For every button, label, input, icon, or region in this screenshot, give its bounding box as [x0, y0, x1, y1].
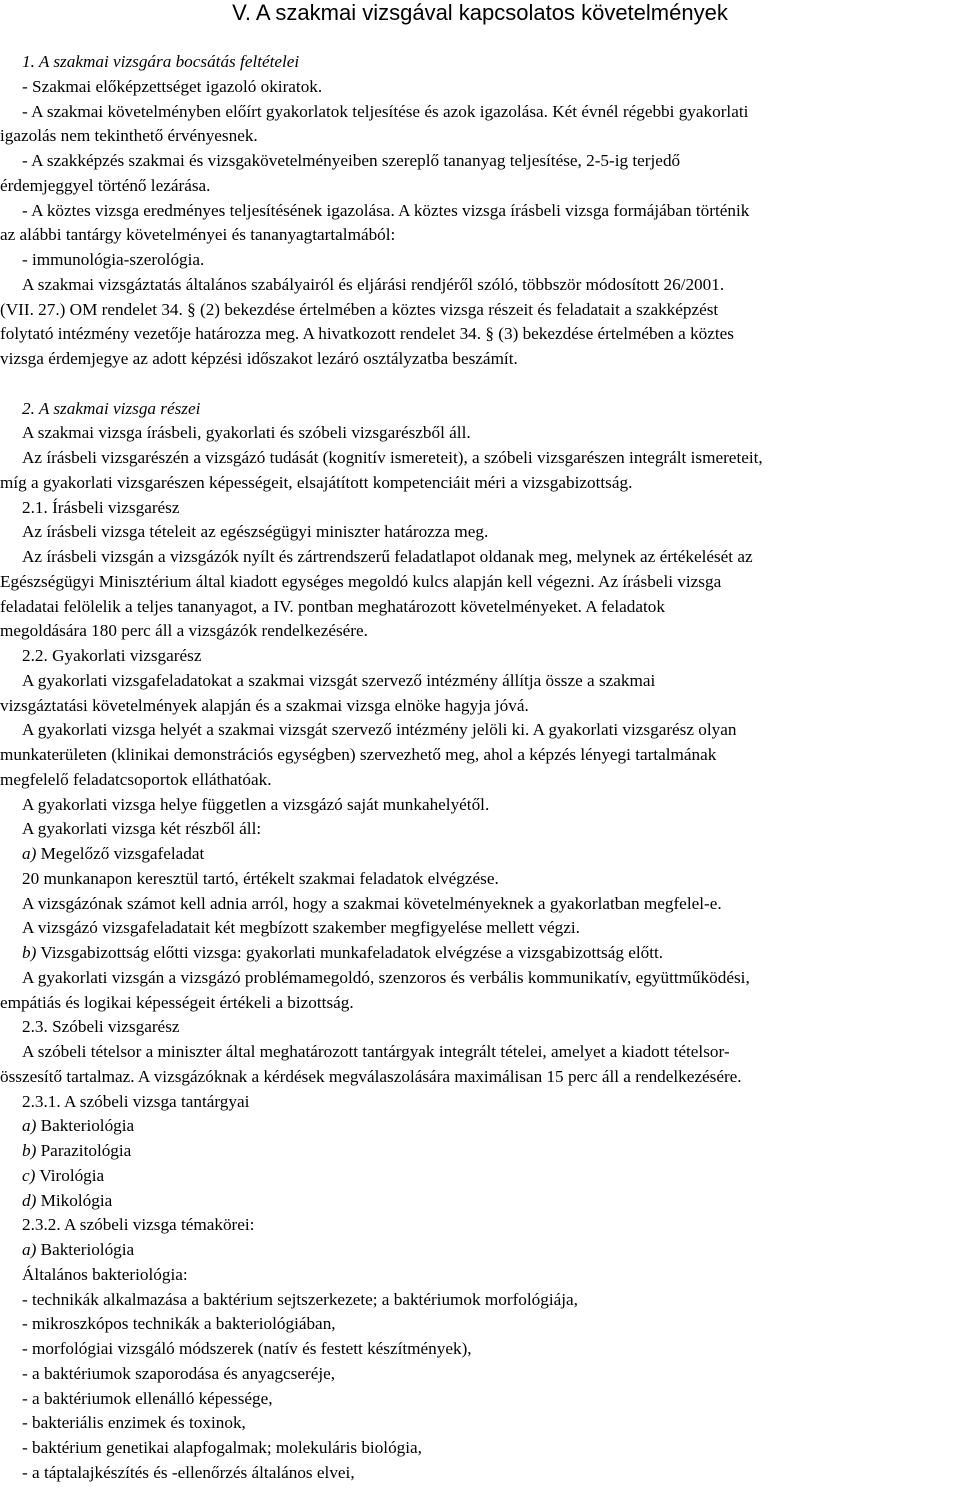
text-line [22, 1362, 335, 1386]
text-line [0, 174, 210, 198]
line-text: Általános bakteriológia: [22, 1265, 188, 1284]
line-text: 2.1. Írásbeli vizsgarész [22, 498, 180, 517]
text-line [22, 75, 322, 99]
line-text: - technikák alkalmazása a baktérium sejtszerkezete; a baktériumok morfológiája, [22, 1290, 578, 1309]
text-line [0, 223, 395, 247]
line-text: - a baktériumok ellenálló képessége, [22, 1389, 273, 1408]
text-line [22, 248, 204, 272]
text-line [22, 1263, 188, 1287]
italic-text: 1. A szakmai vizsgára bocsátás feltételei [22, 52, 300, 71]
text-line [0, 347, 518, 371]
line-text: Vizsgabizottság előtti vizsga: gyakorlati munkafeladatok elvégzése a vizsgabizottság előtt. [36, 943, 664, 962]
line-text: míg a gyakorlati vizsgarészen képességeit, elsajátított kompetenciáit méri a vizsgabizottság. [0, 473, 633, 492]
line-text: - bakteriális enzimek és toxinok, [22, 1413, 246, 1432]
text-line [22, 644, 201, 668]
text-line [0, 124, 258, 148]
text-line [22, 1337, 472, 1361]
line-text: feladatai felölelik a teljes tananyagot, a IV. pontban meghatározott követelményeket. A feladatok [0, 597, 665, 616]
line-text: Megelőző vizsgafeladat [36, 844, 205, 863]
text-line [22, 1040, 730, 1064]
italic-text: b) [22, 1141, 37, 1160]
text-line [22, 1139, 131, 1163]
text-line [22, 1114, 134, 1138]
text-line [22, 446, 763, 470]
italic-text: d) [22, 1191, 37, 1210]
line-text: - a táptalajkészítés és -ellenőrzés általános elvei, [22, 1463, 355, 1482]
line-text: az alábbi tantárgy követelményei és tananyagtartalmából: [0, 225, 396, 244]
line-text: vizsgáztatási követelmények alapján és a szakmai vizsga elnöke hagyja jóvá. [0, 696, 529, 715]
line-text: A gyakorlati vizsgán a vizsgázó problémamegoldó, szenzoros és verbális kommunikatív, együttműködési, [22, 968, 750, 987]
line-text: A vizsgázónak számot kell adnia arról, hogy a szakmai követelményeknek a gyakorlatban megfelel-e. [22, 894, 722, 913]
text-line [22, 941, 663, 965]
line-text: A gyakorlati vizsga helyét a szakmai vizsgát szervező intézmény jelöli ki. A gyakorlati vizsgarész olyan [22, 720, 737, 739]
text-line [22, 793, 489, 817]
line-text: Az írásbeli vizsgán a vizsgázók nyílt és zártrendszerű feladatlapot oldanak meg, melynek az értékelését az [22, 547, 753, 566]
line-text: megoldására 180 perc áll a vizsgázók rendelkezésére. [0, 621, 368, 640]
line-text: Az írásbeli vizsgarészén a vizsgázó tudását (kognitív ismereteit), a szóbeli vizsgarészen integrált ismereteit, [22, 448, 763, 467]
text-line [22, 892, 722, 916]
text-line [0, 595, 665, 619]
line-text: Bakteriológia [36, 1240, 135, 1259]
text-line [22, 273, 724, 297]
line-text: - A szakképzés szakmai és vizsgakövetelményeiben szereplő tananyag teljesítése, 2-5-ig terjedő [22, 151, 681, 170]
line-text: empátiás és logikai képességeit értékeli a bizottság. [0, 993, 354, 1012]
text-line [22, 397, 200, 421]
italic-text: a) [22, 844, 37, 863]
text-line [22, 817, 261, 841]
text-line [22, 1312, 336, 1336]
line-text: A gyakorlati vizsga helye független a vizsgázó saját munkahelyétől. [22, 795, 490, 814]
text-line [22, 100, 748, 124]
line-text: 20 munkanapon keresztül tartó, értékelt szakmai feladatok elvégzése. [22, 869, 499, 888]
text-line [22, 421, 471, 445]
text-line [22, 842, 204, 866]
text-line [22, 1436, 422, 1460]
text-line [0, 768, 272, 792]
text-line [0, 471, 632, 495]
text-line [22, 149, 680, 173]
line-text: érdemjeggyel történő lezárása. [0, 176, 211, 195]
text-line [22, 669, 655, 693]
line-text: Bakteriológia [36, 1116, 135, 1135]
line-text: A szakmai vizsgáztatás általános szabályairól és eljárási rendjéről szóló, többször módosított 26/2001. [22, 275, 725, 294]
line-text: - morfológiai vizsgáló módszerek (natív és festett készítmények), [22, 1339, 472, 1358]
line-text: - immunológia-szerológia. [22, 250, 205, 269]
line-text: igazolás nem tekinthető érvényesnek. [0, 126, 258, 145]
section-title: V. A szakmai vizsgával kapcsolatos követelmények [232, 0, 728, 25]
line-text: munkaterületen (klinikai demonstrációs egységben) szervezhető meg, ahol a képzés lényegi tartalmának [0, 745, 717, 764]
text-line [0, 619, 368, 643]
line-text: (VII. 27.) OM rendelet 34. § (2) bekezdése értelmében a köztes vizsga részeit és feladatait a szakképzést [0, 300, 719, 319]
line-text: - mikroszkópos technikák a bakteriológiában, [22, 1314, 336, 1333]
line-text: Az írásbeli vizsga tételeit az egészségügyi miniszter határozza meg. [22, 522, 489, 541]
italic-text: c) [22, 1166, 36, 1185]
line-text: 2.2. Gyakorlati vizsgarész [22, 646, 202, 665]
text-line [22, 1213, 254, 1237]
line-text: - a baktériumok szaporodása és anyagcseréje, [22, 1364, 336, 1383]
text-line [0, 298, 718, 322]
line-text: - baktérium genetikai alapfogalmak; molekuláris biológia, [22, 1438, 422, 1457]
line-text: A gyakorlati vizsga két részből áll: [22, 819, 262, 838]
text-line [22, 496, 180, 520]
text-line [0, 1065, 742, 1089]
text-line [0, 322, 734, 346]
text-line [0, 991, 354, 1015]
italic-text: b) [22, 943, 37, 962]
text-line [22, 545, 753, 569]
line-text: vizsga érdemjegye az adott képzési időszakot lezáró osztályzatba beszámít. [0, 349, 518, 368]
line-text: 2.3.2. A szóbeli vizsga témakörei: [22, 1215, 255, 1234]
line-text: összesítő tartalmaz. A vizsgázóknak a kérdések megválaszolására maximálisan 15 perc áll a rendelkezésére. [0, 1067, 742, 1086]
text-line [22, 1238, 134, 1262]
line-text: - A szakmai követelményben előírt gyakorlatok teljesítése és azok igazolása. Két évnél régebbi gyakorlati [22, 102, 749, 121]
line-text: A vizsgázó vizsgafeladatait két megbízott szakember megfigyelése mellett végzi. [22, 918, 580, 937]
italic-text: a) [22, 1116, 37, 1135]
text-line [22, 1015, 180, 1039]
text-line [22, 1164, 104, 1188]
text-line [22, 199, 749, 223]
text-line [22, 1189, 112, 1213]
line-text: folytató intézmény vezetője határozza meg. A hivatkozott rendelet 34. § (3) bekezdése értelmében a köztes [0, 324, 734, 343]
line-text: megfelelő feladatcsoportok elláthatóak. [0, 770, 272, 789]
text-line [22, 520, 488, 544]
text-line [0, 743, 716, 767]
text-line [22, 1387, 273, 1411]
text-line [22, 50, 299, 74]
line-text: - Szakmai előképzettséget igazoló okiratok. [22, 77, 323, 96]
line-text: A szakmai vizsga írásbeli, gyakorlati és szóbeli vizsgarészből áll. [22, 423, 471, 442]
line-text: 2.3. Szóbeli vizsgarész [22, 1017, 180, 1036]
line-text: - A köztes vizsga eredményes teljesítésének igazolása. A köztes vizsga írásbeli vizsga formájában történik [22, 201, 750, 220]
line-text: A gyakorlati vizsgafeladatokat a szakmai vizsgát szervező intézmény állítja össze a szakmai [22, 671, 656, 690]
text-line [22, 1288, 578, 1312]
text-line [22, 718, 736, 742]
line-text: A szóbeli tételsor a miniszter által meghatározott tantárgyak integrált tételei, amelyet a kiadott tételsor- [22, 1042, 730, 1061]
text-line [22, 916, 580, 940]
italic-text: 2. A szakmai vizsga részei [22, 399, 201, 418]
text-line [0, 694, 529, 718]
line-text: Mikológia [36, 1191, 113, 1210]
line-text: Egészségügyi Minisztérium által kiadott egységes megoldó kulcs alapján kell végezni. Az írásbeli vizsga [0, 572, 722, 591]
text-line [22, 867, 499, 891]
italic-text: a) [22, 1240, 37, 1259]
line-text: Virológia [35, 1166, 105, 1185]
text-line [22, 1090, 249, 1114]
text-line [0, 570, 721, 594]
text-line [22, 966, 750, 990]
line-text: Parazitológia [36, 1141, 132, 1160]
text-line [22, 1461, 355, 1485]
text-line [22, 1411, 246, 1435]
line-text: 2.3.1. A szóbeli vizsga tantárgyai [22, 1092, 250, 1111]
